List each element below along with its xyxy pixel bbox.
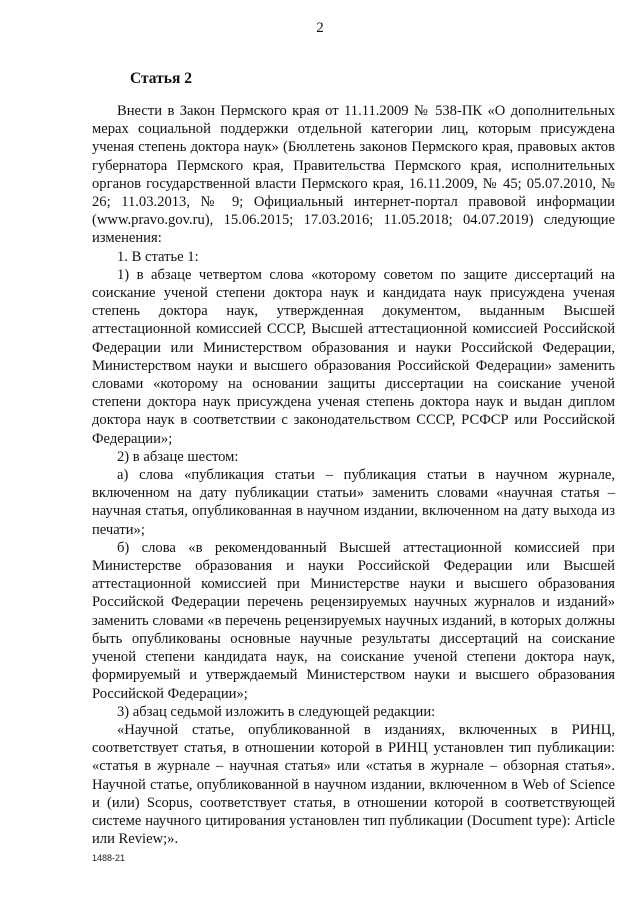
document-code: 1488-21	[92, 853, 126, 863]
document-body	[92, 102, 615, 848]
paragraph-intro: Внести в Закон Пермского края от 11.11.2009 № 538-ПК «О дополнительных мерах социальной поддержки отдельной категории лиц, которым присуждена ученая степень доктора наук» (Бюллетень законов Пермского края, правовых актов губернатора Пермского края, Правительства Пермского края, исполнительных органов государственной власти Пермского края, 16.11.2009, № 45; 05.07.2010, № 26; 11.03.2013, № 9; Официальный интернет-портал правовой информации (www.pravo.gov.ru), 15.06.2015; 17.03.2016; 11.05.2018; 04.07.2019) следующие изменения:	[92, 103, 615, 247]
page-number: 2	[316, 20, 324, 36]
paragraph-subitem-2b: б) слова «в рекомендованный Высшей аттестационной комиссией при Министерстве образования и науки Российской Федерации или Высшей аттестационной комиссией при Министерстве науки и высшего образования Российской Федерации перечень рецензируемых научных журналов и изданий» заменить словами «в перечень рецензируемых научных изданий, в которых должны быть опубликованы основные научные результаты диссертаций на соискание ученой степени кандидата наук, на соискание ученой степени доктора наук, формируемый и утверждаемый Министерством науки и высшего образования Российской Федерации»;	[92, 539, 615, 702]
article-title: Статья 2	[130, 70, 192, 87]
paragraph-item-1: 1. В статье 1:	[117, 248, 199, 265]
paragraph-subitem-2: 2) в абзаце шестом:	[117, 448, 239, 465]
paragraph-subitem-1: 1) в абзаце четвертом слова «которому советом по защите диссертаций на соискание ученой степени доктора наук и кандидата наук присуждена ученая степень доктора наук, утвержденная документом, выданным Высшей аттестационной комиссией СССР, Высшей аттестационной комиссией Российской Федерации или Министерством образования и науки Российской Федерации, Министерством науки и высшего образования Российской Федерации» заменить словами «которому на основании защиты диссертации на соискание ученой степени доктора наук присуждена ученая степень доктора наук и выдан диплом доктора наук в соответствии с законодательством СССР, РСФСР или Российской Федерации»;	[92, 266, 615, 447]
paragraph-subitem-2a: а) слова «публикация статьи – публикация статьи в научном журнале, включенном на дату публикации статьи» заменить словами «научная статья – научная статья, опубликованная в научном издании, включенном на дату выхода из печати»;	[92, 467, 615, 538]
paragraph-new-text: «Научной статье, опубликованной в изданиях, включенных в РИНЦ, соответствует статья, в отношении которой в РИНЦ установлен тип публикации: «статья в журнале – научная статья» или «статья в журнале – обзорная статья». Научной статье, опубликованной в научном издании, включенном в Web of Science и (или) Scopus, соответствует статья, в отношении которой в соответствующей системе научного цитирования установлен тип публикации (Document type): Article или Review;».	[92, 721, 615, 848]
paragraph-subitem-3: 3) абзац седьмой изложить в следующей редакции:	[117, 703, 436, 720]
